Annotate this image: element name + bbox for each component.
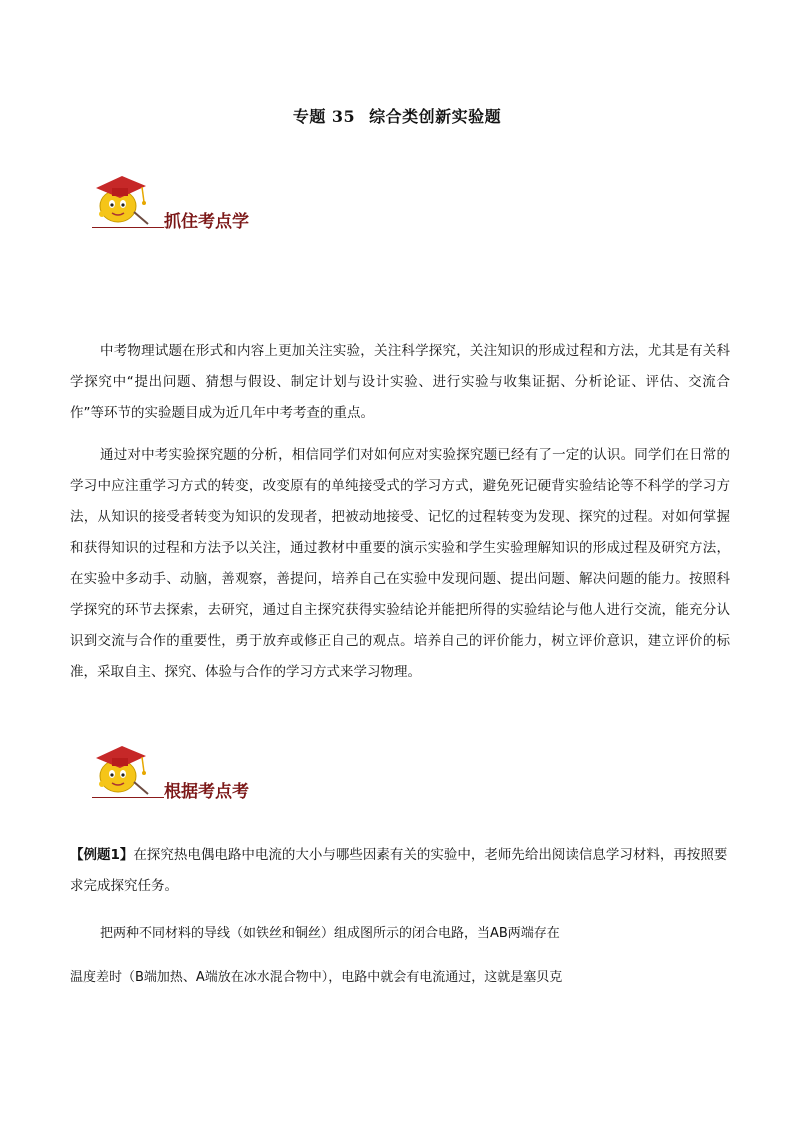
paragraph-analysis: 通过对中考实验探究题的分析，相信同学们对如何应对实验探究题已经有了一定的认识。同学们在日常的学习中应注重学习方式的转变，改变原有的单纯接受式的学习方式，避免死记硬背实验结论等不科学的学习方法，从知识的接受者转变为知识的发现者，把被动地接受、记忆的过程转变为发现、探究的过程。对如何掌握和获得知识的过程和方法予以关注，通过教材中重要的演示实验和学生实验理解知识的形成过程及研究方法，在实验中多动手、动脑，善观察，善提问，培养自己在实验中发现问题、提出问题、解决问题的能力。按照科学探究的环节去探索，去研究，通过自主探究获得实验结论并能把所得的实验结论与他人进行交流，能充分认识到交流与合作的重要性，勇于放弃或修正自己的观点。培养自己的评价能力，树立评价意识，建立评价的标准，采取自主、探究、体验与合作的学习方式来学习物理。 [70,447,730,680]
title-prefix: 专题 [292,107,326,126]
section-underline [92,797,164,798]
paragraph-intro: 中考物理试题在形式和内容上更加关注实验，关注科学探究，关注知识的形成过程和方法，尤其是有关科学探究中“提出问题、猜想与假设、制定计划与设计实验、进行实验与收集证据、分析论证、评估、交流合作”等环节的实验题目成为近几年中考考查的重点。 [70,343,730,421]
example-line-2: 温度差时（B端加热、A端放在冰水混合物中），电路中就会有电流通过，这就是塞贝克 [70,970,563,985]
example-text: 在探究热电偶电路中电流的大小与哪些因素有关的实验中，老师先给出阅读信息学习材料，再按照要求完成探究任务。 [70,847,728,894]
section-label-grasp: 抓住考点学 [164,212,249,232]
section-underline [92,227,164,228]
page-title [0,104,794,127]
graduation-mascot-icon [88,170,152,226]
example-line-1: 把两种不同材料的导线（如铁丝和铜丝）组成图所示的闭合电路，当AB两端存在 [100,926,560,941]
section-heading-grasp [88,170,328,230]
title-text: 综合类创新实验题 [369,107,502,126]
section-label-exam: 根据考点考 [164,782,249,802]
title-number: 35 [331,107,356,126]
example-question [70,840,730,902]
graduation-mascot-icon [88,740,152,796]
example-tag: 【例题1】 [70,847,134,863]
section-heading-exam [88,740,328,800]
